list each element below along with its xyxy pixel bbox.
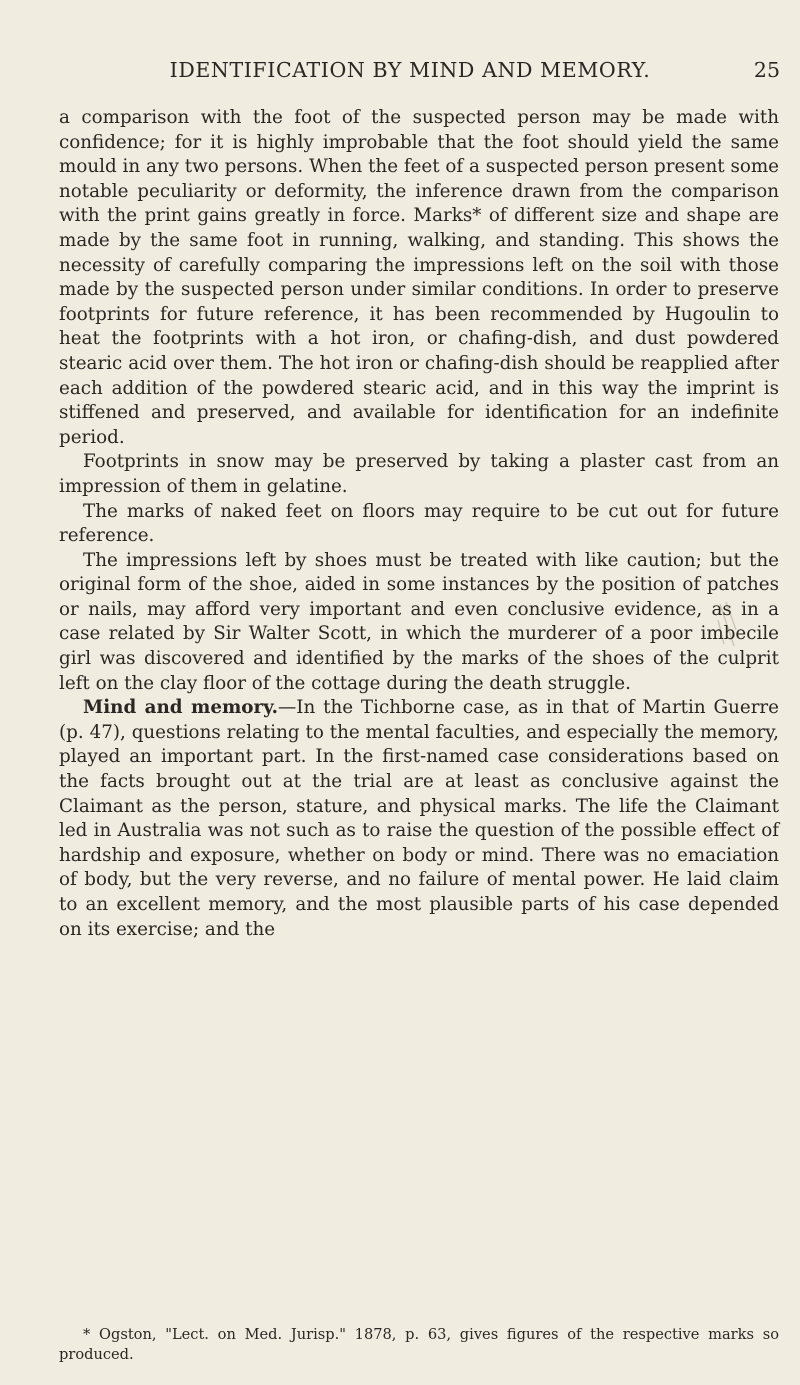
paragraph-naked-feet: The marks of naked feet on floors may require to be cut out for future reference.	[59, 500, 779, 547]
paragraph-snow-footprints: Footprints in snow may be preserved by taking a plaster cast from an impression of them in gelatine.	[59, 451, 779, 497]
page-number: 25	[753, 58, 780, 82]
paragraph-mind-and-memory-text: —In the Tichborne case, as in that of Martin Guerre (p. 47), questions relating to the mental faculties, and especially the memory, played an important part. In the first-named case considerations based on the facts brought out at the trial are at least as conclusive against the Claimant as the person, stature, and physical marks. The life the Claimant led in Australia was not such as to raise the question of the possible effect of hardship and exposure, whether on body or mind. There was no emaciation of body, but the very reverse, and no failure of mental power. He laid claim to an excellent memory, and the most plausible parts of his case depended on its exercise; and the	[59, 697, 779, 940]
paragraph-shoe-impressions: The impressions left by shoes must be treated with like caution; but the original form of the shoe, aided in some instances by the position of patches or nails, may afford very important and even conclusive evidence, as in a case related by Sir Walter Scott, in which the murderer of a poor imbecile girl was discovered and identified by the marks of the shoes of the culprit left on the clay floor of the cottage during the death struggle.	[59, 549, 779, 694]
ink-stain-mark	[712, 600, 742, 650]
footnote-text: * Ogston, "Lect. on Med. Jurisp." 1878, p. 63, gives figures of the respective marks so produced.	[59, 1326, 779, 1363]
footnote	[59, 1325, 779, 1364]
paragraph-footprints-comparison: a comparison with the foot of the suspected person may be made with confidence; for it is highly improbable that the foot should yield the same mould in any two persons. When the feet of a suspected person present some notable peculiarity or deformity, the inference drawn from the comparison with the print gains greatly in force. Marks* of different size and shape are made by the same foot in running, walking, and standing. This shows the necessity of carefully comparing the impressions left on the soil with those made by the suspected person under similar conditions. In order to preserve footprints for future reference, it has been recommended by Hugoulin to heat the footprints with a hot iron, or chafing-dish, and dust powdered stearic acid over them. The hot iron or chafing-dish should be reapplied after each addition of the powdered stearic acid, and in this way the imprint is stiffened and preserved, and available for identification for an indefinite period.	[59, 107, 779, 448]
running-title: IDENTIFICATION BY MIND AND MEMORY.	[169, 58, 651, 82]
running-head	[60, 58, 780, 88]
paragraph-mind-and-memory	[59, 696, 779, 942]
body-text	[59, 106, 779, 942]
section-heading: Mind and memory.	[83, 697, 279, 719]
